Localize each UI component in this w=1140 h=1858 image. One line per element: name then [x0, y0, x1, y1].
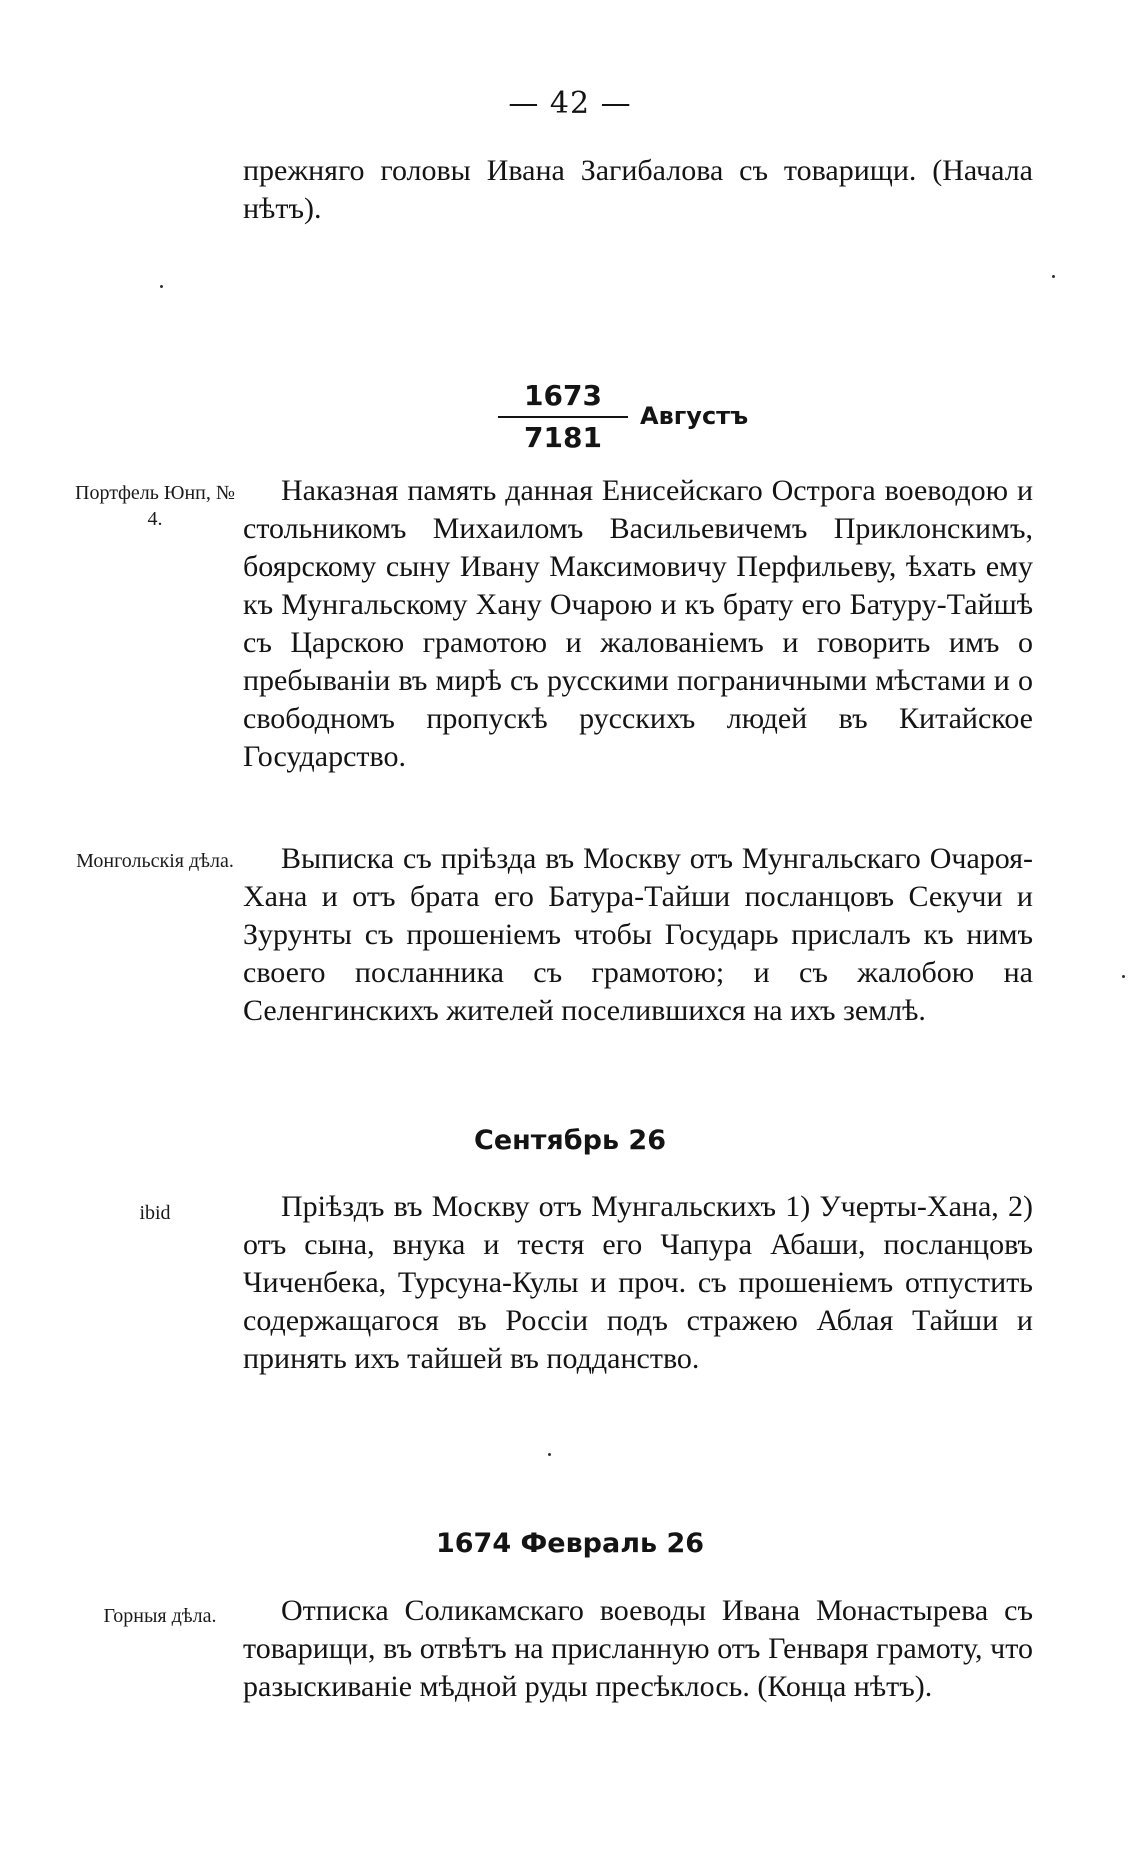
- margin-note: Портфель Юнп, № 4.: [75, 482, 235, 530]
- fraction-bar: [498, 416, 628, 418]
- entry-paragraph: Наказная память данная Енисейскаго Острога воеводою и стольникомъ Михаиломъ Васильевичемъ Приклонскимъ, боярскому сыну Ивану Максимовичу Перфильеву, ѣхать ему къ Мунгальскому Хану Очарою и къ брату его Батуру-Тайшѣ съ Царскою грамотою и жалованіемъ и говорить имъ о пребываніи въ мирѣ съ русскими пограничными мѣстами и о свободномъ пропускѣ русскихъ людей въ Китайское Государство.: [243, 474, 1033, 773]
- year-fraction: [498, 378, 628, 456]
- print-speck: [548, 1453, 551, 1456]
- date-heading: 1674 Февраль 26: [435, 1528, 705, 1559]
- month-label: Августъ: [640, 402, 749, 430]
- date-heading: Сентябрь 26: [474, 1125, 666, 1156]
- margin-note: Монгольскія дѣла.: [76, 850, 234, 872]
- year-bottom: 7181: [524, 421, 602, 454]
- entry-paragraph: Отписка Соликамскаго воеводы Ивана Монастырева съ товарищи, въ отвѣтъ на присланную отъ Генваря грамоту, что разыскиваніе мѣдной руды пресѣклось. (Конца нѣтъ).: [243, 1594, 1033, 1703]
- page-number: — 42 —: [508, 86, 632, 121]
- print-speck: [160, 285, 163, 288]
- margin-note: Горныя дѣла.: [103, 1605, 217, 1627]
- print-speck: [1122, 975, 1125, 978]
- margin-note: ibid: [139, 1202, 171, 1224]
- year-top: 1673: [524, 379, 602, 412]
- entry-paragraph: Пріѣздъ въ Москву отъ Мунгальскихъ 1) Учерты-Хана, 2) отъ сына, внука и тестя его Чапура Абаши, посланцовъ Чиченбека, Турсуна-Кулы и проч. съ прошеніемъ отпустить содержащагося въ Россіи подъ стражею Аблая Тайши и принять ихъ тайшей въ подданство.: [243, 1190, 1033, 1375]
- entry-paragraph: Выписка съ пріѣзда въ Москву отъ Мунгальскаго Очароя-Хана и отъ брата его Батура-Тайши посланцовъ Секучи и Зурунты съ прошеніемъ чтобы Государь прислалъ къ нимъ своего посланника съ грамотою; и съ жалобою на Селенгинскихъ жителей поселившихся на ихъ землѣ.: [243, 842, 1033, 1027]
- intro-paragraph: прежняго головы Ивана Загибалова съ товарищи. (Начала нѣтъ).: [243, 154, 1033, 225]
- print-speck: [1052, 275, 1055, 278]
